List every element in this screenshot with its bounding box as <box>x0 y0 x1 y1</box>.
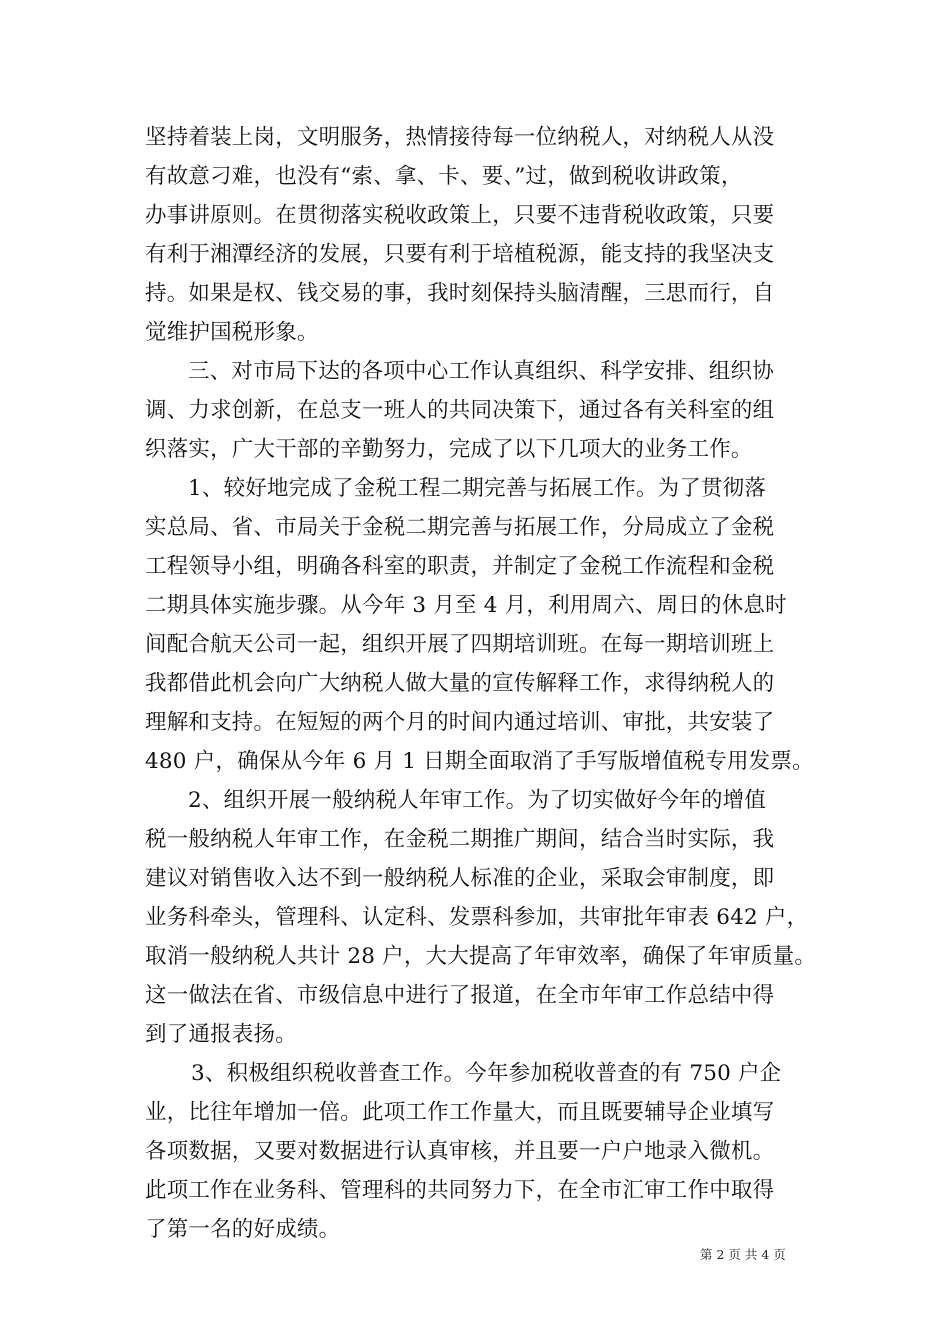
text-line: 到了通报表扬。 <box>145 1022 297 1047</box>
text-line: 持。如果是权、钱交易的事，我时刻保持头脑清醒，三思而行，自 <box>145 281 775 306</box>
document-body <box>145 118 815 1249</box>
paragraph-item-three: 3、积极组织税收普查工作。今年参加税收普查的有 750 户企 <box>191 1061 782 1086</box>
text-line: 税一般纳税人年审工作，在金税二期推广期间，结合当时实际，我 <box>145 827 775 852</box>
text-line: 480 户，确保从今年 6 月 1 日期全面取消了手写版增值税专用发票。 <box>145 749 814 774</box>
text-line: 间配合航天公司一起，组织开展了四期培训班。在每一期培训班上 <box>145 632 775 657</box>
text-line: 此项工作在业务科、管理科的共同努力下，在全市汇审工作中取得 <box>145 1178 775 1203</box>
text-line: 办事讲原则。在贯彻落实税收政策上，只要不违背税收政策，只要 <box>145 203 775 228</box>
text-line: 业，比往年增加一倍。此项工作工作量大，而且既要辅导企业填写 <box>145 1100 775 1125</box>
text-line: 我都借此机会向广大纳税人做大量的宣传解释工作，求得纳税人的 <box>145 671 775 696</box>
text-line: 实总局、省、市局关于金税二期完善与拓展工作，分局成立了金税 <box>145 515 775 540</box>
text-line: 工程领导小组，明确各科室的职责，并制定了金税工作流程和金税 <box>145 554 775 579</box>
text-line: 织落实，广大干部的辛勤努力，完成了以下几项大的业务工作。 <box>145 437 753 462</box>
page-number: 第 2 页 共 4 页 <box>700 1247 786 1262</box>
paragraph-item-one: 1、较好地完成了金税工程二期完善与拓展工作。为了贯彻落 <box>188 476 767 501</box>
text-line: 理解和支持。在短短的两个月的时间内通过培训、审批，共安装了 <box>145 710 775 735</box>
text-line: 业务科牵头，管理科、认定科、发票科参加，共审批年审表 642 户， <box>145 905 809 930</box>
paragraph-item-two: 2、组织开展一般纳税人年审工作。为了切实做好今年的增值 <box>188 788 767 813</box>
text-line: 有故意刁难，也没有“索、拿、卡、要、”过，做到税收讲政策， <box>145 164 743 189</box>
text-line: 各项数据，又要对数据进行认真审核，并且要一户户地录入微机。 <box>145 1139 775 1164</box>
text-line: 调、力求创新，在总支一班人的共同决策下，通过各有关科室的组 <box>145 398 775 423</box>
text-line: 这一做法在省、市级信息中进行了报道，在全市年审工作总结中得 <box>145 983 775 1008</box>
text-line: 了第一名的好成绩。 <box>145 1217 341 1242</box>
text-line: 觉维护国税形象。 <box>145 320 319 345</box>
text-line: 有利于湘潭经济的发展，只要有利于培植税源，能支持的我坚决支 <box>145 242 775 267</box>
text-line: 二期具体实施步骤。从今年 3 月至 4 月，利用周六、周日的休息时 <box>145 593 787 618</box>
text-line: 取消一般纳税人共计 28 户，大大提高了年审效率，确保了年审质量。 <box>145 944 817 969</box>
text-line: 建议对销售收入达不到一般纳税人标准的企业，采取会审制度，即 <box>145 866 775 891</box>
paragraph-heading-three: 三、对市局下达的各项中心工作认真组织、科学安排、组织协 <box>188 359 774 384</box>
text-line: 坚持着装上岗，文明服务，热情接待每一位纳税人，对纳税人从没 <box>145 125 775 150</box>
